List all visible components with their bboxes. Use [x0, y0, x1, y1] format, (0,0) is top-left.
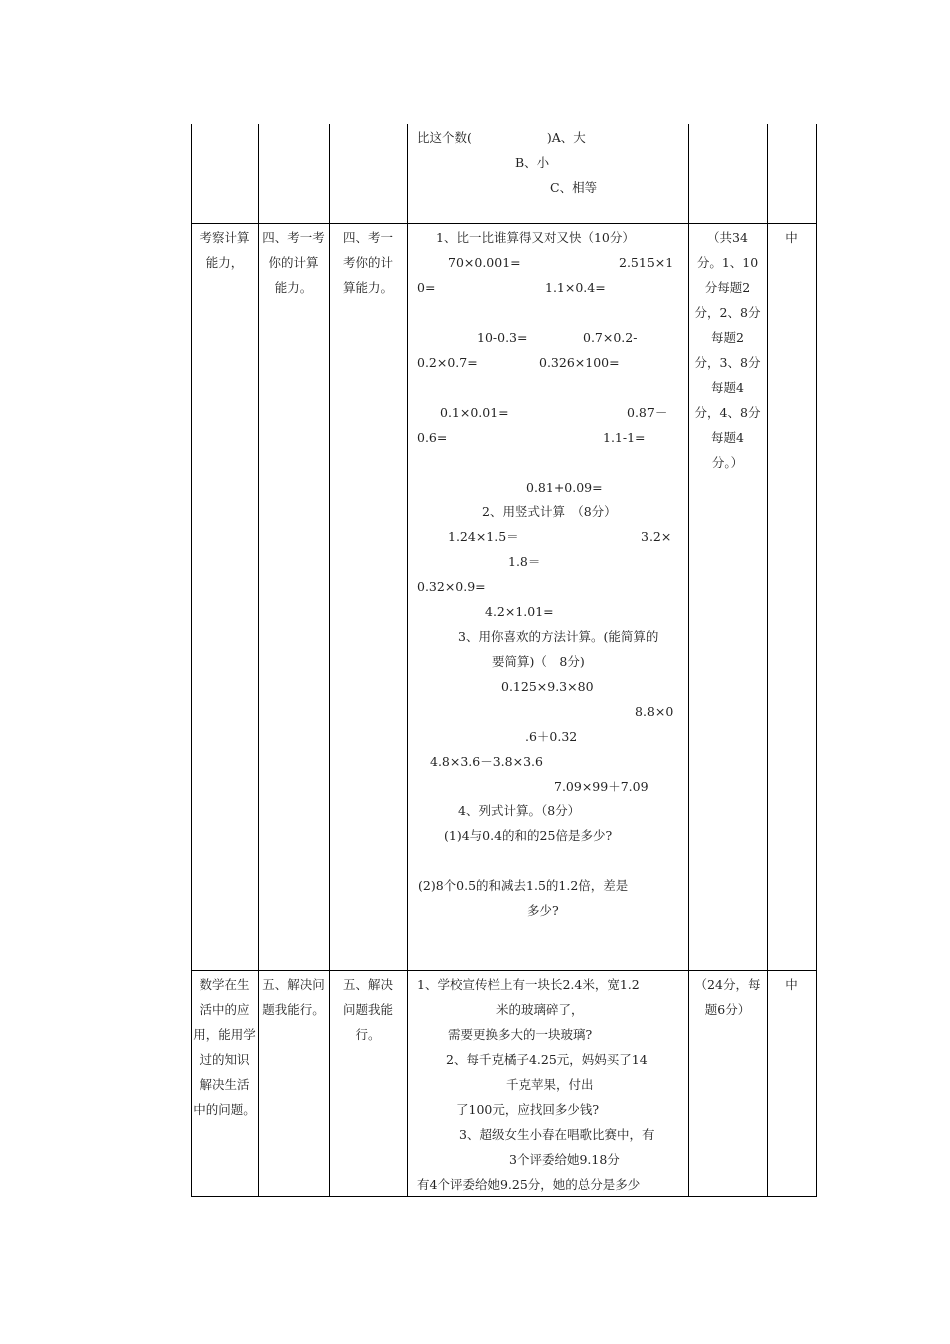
row2-difficulty: 中 [785, 230, 798, 245]
q1-title: 1、比一比谁算得又对又快（10分） [436, 230, 635, 245]
q1-item-8: 0.87－ [627, 405, 668, 420]
q2-item-4: 4.2×1.01= [485, 604, 554, 619]
row2-title-line3: 算能力。 [342, 280, 393, 295]
problem1-line1: 1、学校宣传栏上有一块长2.4米，宽1.2 [417, 977, 640, 992]
q3-title: 3、用你喜欢的方法计算。(能简算的 [458, 629, 659, 644]
q1-item-5: 0.7×0.2- [583, 330, 638, 345]
q1-item-6: 0.326×100= [539, 355, 620, 370]
q2-title: 2、用竖式计算 （8分） [482, 504, 617, 519]
row2-score-line8: 分，4、8分 [694, 405, 761, 420]
row2-score-line9: 每题4 [711, 430, 744, 445]
problem2-line3: 了100元，应找回多少钱? [456, 1102, 600, 1117]
row1-option-c: C、相等 [550, 180, 598, 195]
row2-section-line1: 四、考一考 [262, 230, 325, 245]
row2-title-line1: 四、考一 [342, 230, 393, 245]
q2-item-2: 3.2× [641, 529, 672, 544]
q2-item-3: 0.32×0.9= [417, 579, 486, 594]
q1-item-10: 0.81+0.09= [526, 480, 603, 495]
q1-item-8-cont: 0.6= [417, 430, 448, 445]
column-divider-5 [767, 124, 768, 1197]
row3-objective-line6: 中的问题。 [193, 1102, 256, 1117]
q1-item-3: 1.1×0.4= [545, 280, 606, 295]
row3-objective-line4: 过的知识 [199, 1052, 250, 1067]
row3-objective-line5: 解决生活 [199, 1077, 250, 1092]
row2-title-line2: 考你的计 [342, 255, 393, 270]
row2-objective-line1: 考察计算 [199, 230, 250, 245]
row2-section-line3: 能力。 [274, 280, 313, 295]
q3-item-3: 4.8×3.6－3.8×3.6 [430, 754, 543, 769]
row2-score-line7: 每题4 [711, 380, 744, 395]
q1-item-2-cont: 0= [417, 280, 436, 295]
q3-item-2: 8.8×0 [635, 704, 674, 719]
row3-title-line1: 五、解决 [342, 977, 393, 992]
table-border-right [816, 124, 817, 1197]
q4-item-2: (2)8个0.5的和减去1.5的1.2倍，差是 [418, 878, 629, 893]
row2-score-line10: 分。） [711, 455, 744, 470]
row2-score-line1: （共34 [707, 230, 748, 245]
row3-objective-line3: 用，能用学 [193, 1027, 256, 1042]
q4-title: 4、列式计算。（8分） [458, 803, 581, 818]
row3-difficulty: 中 [785, 977, 798, 992]
column-divider-3 [407, 124, 408, 1197]
q3-item-1: 0.125×9.3×80 [501, 679, 594, 694]
row2-score-line5: 每题2 [711, 330, 744, 345]
problem2-line1: 2、每千克橘子4.25元，妈妈买了14 [446, 1052, 648, 1067]
q4-item-1: (1)4与0.4的和的25倍是多少? [444, 828, 613, 843]
table-border-bottom [191, 1196, 817, 1197]
row3-score-line1: （24分，每 [694, 977, 761, 992]
row3-objective-line2: 活中的应 [199, 1002, 250, 1017]
q2-item-2-cont: 1.8＝ [508, 554, 541, 569]
row2-score-line2: 分。1、10 [696, 255, 759, 270]
row3-section-line1: 五、解决问 [262, 977, 325, 992]
q1-item-5-cont: 0.2×0.7= [417, 355, 478, 370]
row3-title-line2: 问题我能 [342, 1002, 393, 1017]
problem1-line3: 需要更换多大的一块玻璃? [448, 1027, 593, 1042]
row1-option-b: B、小 [515, 155, 550, 170]
exam-table [191, 124, 817, 1197]
row2-section-line2: 你的计算 [268, 255, 319, 270]
q1-item-4: 10-0.3= [477, 330, 528, 345]
q3-title-cont: 要简算)（ 8分) [492, 654, 585, 669]
row2-score-line4: 分，2、8分 [694, 305, 761, 320]
problem3-line2: 3个评委给她9.18分 [509, 1152, 620, 1167]
q3-item-2-cont: .6＋0.32 [525, 729, 578, 744]
row3-section-line2: 题我能行。 [262, 1002, 325, 1017]
row1-question-line: 比这个数( )A、大 [417, 130, 586, 145]
row2-score-line6: 分，3、8分 [694, 355, 761, 370]
problem2-line2: 千克苹果，付出 [506, 1077, 594, 1092]
q1-item-7: 0.1×0.01= [440, 405, 509, 420]
row2-score-line3: 分每题2 [704, 280, 751, 295]
q2-item-1: 1.24×1.5＝ [448, 529, 519, 544]
problem3-line1: 3、超级女生小春在唱歌比赛中，有 [459, 1127, 655, 1142]
problem1-line2: 米的玻璃碎了， [496, 1002, 584, 1017]
q1-item-1: 70×0.001= [448, 255, 521, 270]
row3-title-line3: 行。 [355, 1027, 381, 1042]
row3-objective-line1: 数学在生 [199, 977, 250, 992]
row2-objective-line2: 能力， [205, 255, 244, 270]
q1-item-9: 1.1-1= [603, 430, 646, 445]
q1-item-2: 2.515×1 [619, 255, 674, 270]
row3-score-line2: 题6分） [704, 1002, 751, 1017]
problem3-line3: 有4个评委给她9.25分，她的总分是多少 [417, 1177, 641, 1192]
q4-item-2-cont: 多少? [527, 903, 559, 918]
row-divider-2 [191, 970, 817, 971]
q3-item-4: 7.09×99＋7.09 [554, 779, 649, 794]
row-divider-1 [191, 223, 817, 224]
